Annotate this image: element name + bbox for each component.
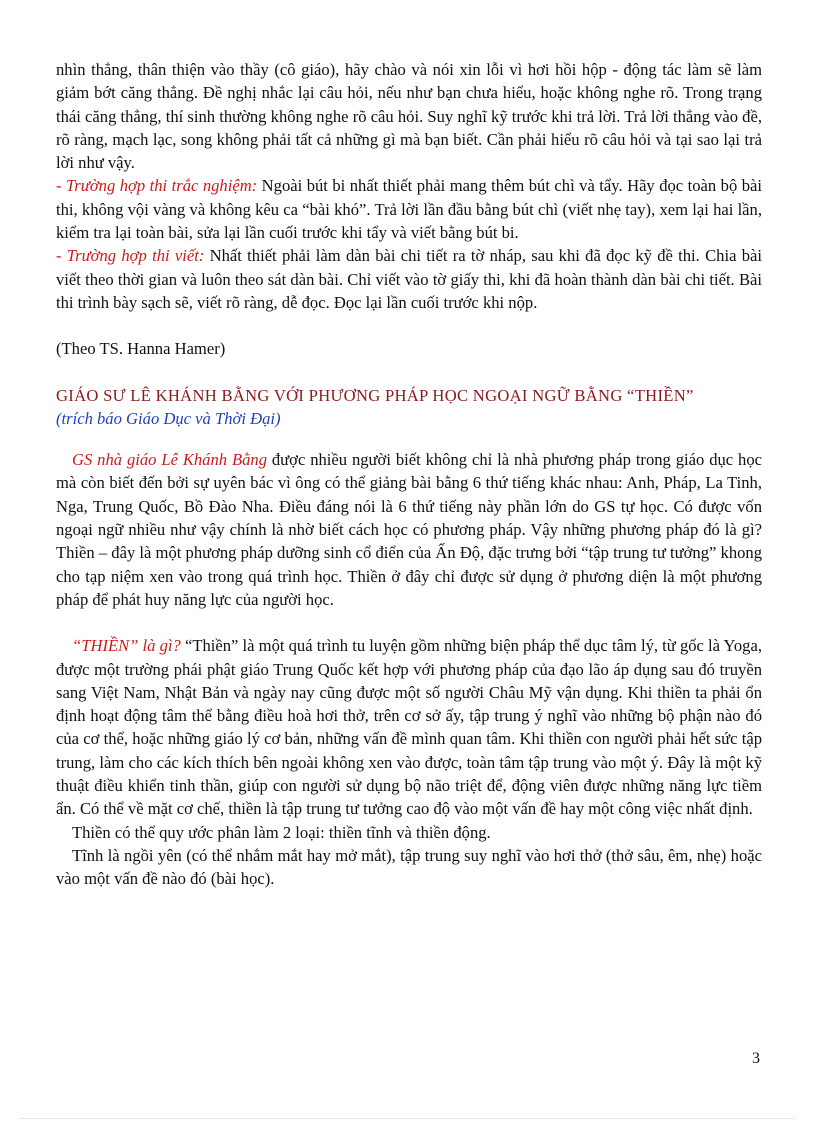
- spacer: [56, 611, 762, 634]
- page-number: 3: [752, 1050, 760, 1067]
- article-paragraph-4: Tĩnh là ngồi yên (có thể nhắm mắt hay mở mắt), tập trung suy nghĩ vào hơi thở (thở sâu, êm, nhẹ) hoặc vào một vấn đề nào đó (bài học).: [56, 845, 762, 889]
- article-paragraph-2-text: “Thiền” là một quá trình tu luyện gồm những biện pháp thể dục tâm lý, từ gốc là Yoga, được một trường phái phật giáo Trung Quốc kết hợp với phương pháp của đạo lão áp dụng sau đó truyền sang Việt Nam, Nhật Bản và ngày nay cũng được một số người Châu Mỹ vận dụng. Khi thiền ta phải ổn định hoạt động tâm thể bằng điều hoà hơi thở, trên cơ sở ấy, tập trung ý nghĩ vào những bộ phận nào đó của cơ thể, hoặc những giáo lý cơ bản, những vấn đề mình quan tâm. Khi thiền con người phải hết sức tập trung, làm cho các kích thích bên ngoài không xen vào được, toàn tâm tập trung vào một ý. Đây là một kỹ thuật điều khiển tinh thần, giúp con người sử dụng bộ não triệt để, động viên được những năng lực tiềm ẩn. Có thể về mặt cơ chế, thiền là tập trung tư tưởng cao độ vào một vấn đề hay một công việc nhất định.: [56, 636, 762, 819]
- multiple-choice-text: Ngoài bút bi nhất thiết phải mang thêm bút chì và tẩy. Hãy đọc toàn bộ bài thi, không vội vàng và không kêu ca “bài khó”. Trả lời lần đầu bằng bút chì (viết nhẹ tay), xem lại hai lần, kiểm tra lại toàn bài, sửa lại lần cuối trước khi tẩy và viết bằng bút bi.: [56, 176, 762, 243]
- written-exam-text: Nhất thiết phải làm dàn bài chi tiết ra tờ nháp, sau khi đã đọc kỹ đề thi. Chia bài viết theo thời gian và luôn theo sát dàn bài. Chỉ viết vào tờ giấy thi, khi đã hoàn thành dàn bài chi tiết. Bài thi trình bày sạch sẽ, viết rõ ràng, dễ đọc. Đọc lại lần cuối trước khi nộp.: [56, 246, 762, 312]
- written-exam-paragraph: [56, 244, 762, 314]
- page-bottom-divider: [20, 1118, 796, 1119]
- written-exam-label: - Trường hợp thi viết:: [56, 246, 205, 266]
- article-title: GIÁO SƯ LÊ KHÁNH BẰNG VỚI PHƯƠNG PHÁP HỌC NGOẠI NGỮ BẰNG “THIỀN”: [56, 385, 694, 405]
- multiple-choice-label: - Trường hợp thi trắc nghiệm:: [56, 176, 258, 196]
- article-subtitle: (trích báo Giáo Dục và Thời Đại): [56, 408, 281, 428]
- source-credit: (Theo TS. Hanna Hamer): [56, 339, 226, 359]
- multiple-choice-paragraph: [56, 174, 762, 244]
- thien-question: “THIỀN” là gì?: [72, 636, 181, 656]
- document-page: [56, 58, 762, 891]
- professor-name: GS nhà giáo Lê Khánh Bằng: [72, 450, 267, 470]
- spacer: [56, 314, 762, 337]
- article-paragraph-1: [56, 448, 762, 611]
- article-paragraph-1-text: được nhiều người biết không chỉ là nhà phương pháp trong giáo dục học mà còn biết đến bởi sự uyên bác vì ông có thể giảng bài bằng 6 thứ tiếng khác nhau: Anh, Pháp, La Tinh, Nga, Trung Quốc, Bồ Đào Nha. Điều đáng nói là 6 thứ tiếng này phần lớn do GS tự học. Có được vốn ngoại ngữ nhiều như vậy chính là nhờ biết cách học có phương pháp. Vậy những phương pháp đó là gì? Thiền – đây là một phương pháp dưỡng sinh cổ điển của Ấn Độ, đặc trưng bởi “tập trung tư tưởng” khong cho tạp niệm xen vào trong quá trình học. Thiền ở đây chỉ được sử dụng ở phương diện là một phương pháp để phát huy năng lực của người học.: [56, 450, 762, 609]
- spacer: [56, 361, 762, 384]
- intro-paragraph: nhìn thẳng, thân thiện vào thầy (cô giáo), hãy chào và nói xin lỗi vì hơi hồi hộp - động tác làm sẽ làm giảm bớt căng thẳng. Đề nghị nhắc lại câu hỏi, nếu như bạn chưa hiểu, hoặc không nghe rõ. Trong trạng thái căng thẳng, thí sinh thường không nghe rõ câu hỏi. Suy nghĩ kỹ trước khi trả lời. Trả lời thẳng vào đề, rõ ràng, mạch lạc, song không phải tất cả những gì mà bạn biết. Cần phải hiểu rõ câu hỏi và tại sao lại trả lời như vậy.: [56, 60, 762, 173]
- spacer: [56, 430, 762, 448]
- article-paragraph-3: Thiền có thể quy ước phân làm 2 loại: thiền tĩnh và thiền động.: [72, 822, 491, 842]
- article-paragraph-2: [56, 634, 762, 820]
